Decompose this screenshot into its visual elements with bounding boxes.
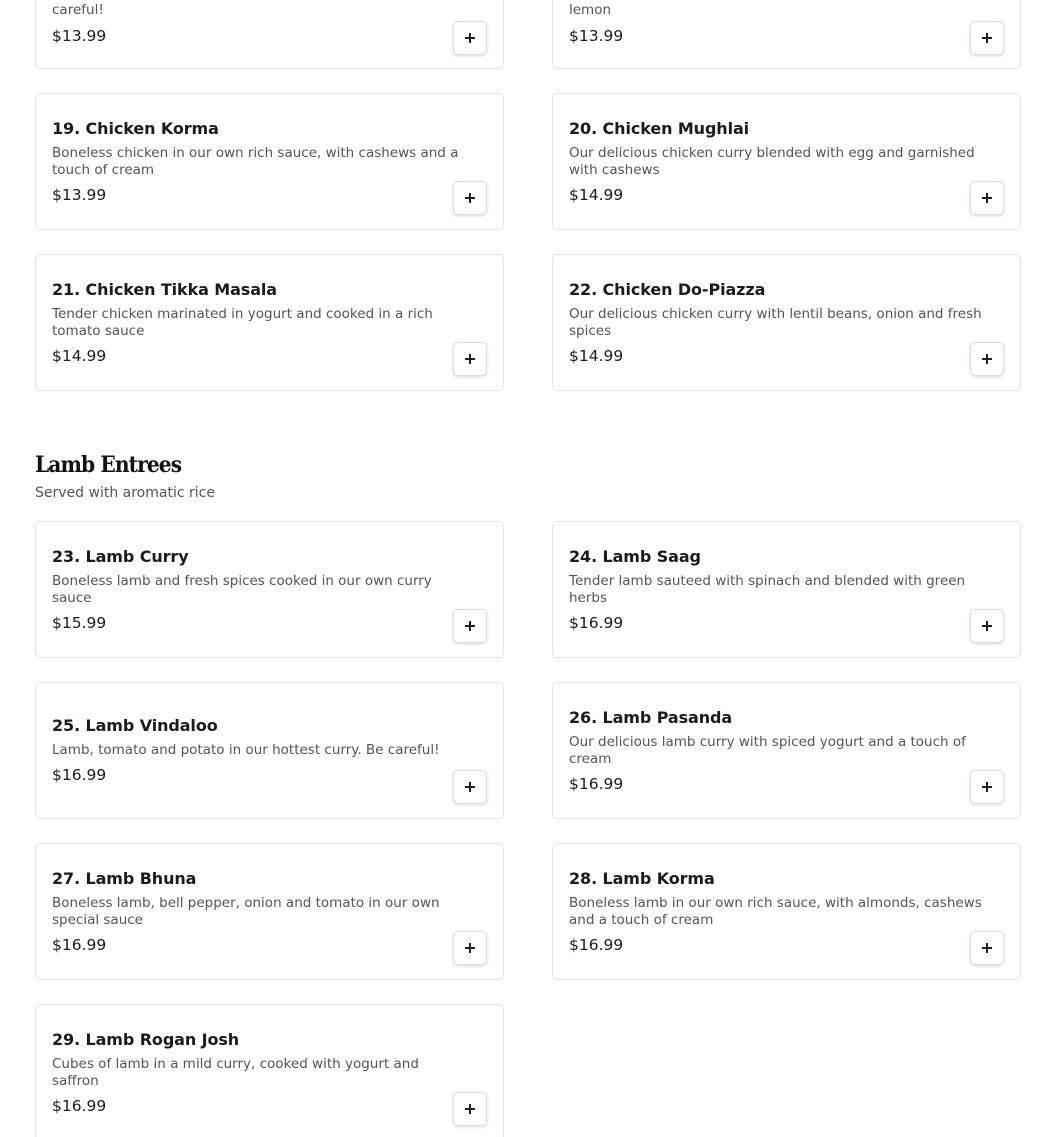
plus-icon: [465, 1104, 475, 1114]
item-description: Our delicious lamb curry with spiced yogurt and a touch of cream: [569, 734, 966, 767]
menu-item-card[interactable]: [552, 521, 1021, 658]
menu-item-card[interactable]: [35, 843, 504, 980]
item-price: $16.99: [569, 614, 624, 632]
menu-item-card[interactable]: [552, 843, 1021, 980]
item-description: careful!: [52, 2, 104, 18]
plus-icon: [465, 33, 475, 43]
item-price: $16.99: [52, 936, 107, 954]
add-item-button[interactable]: [453, 181, 487, 215]
item-title: 26. Lamb Pasanda: [569, 708, 733, 727]
plus-icon: [982, 33, 992, 43]
item-description: Boneless lamb and fresh spices cooked in our own curry sauce: [52, 573, 432, 606]
plus-icon: [982, 354, 992, 364]
item-title: 28. Lamb Korma: [569, 869, 715, 888]
item-price: $14.99: [569, 186, 624, 204]
add-item-button[interactable]: [970, 609, 1004, 643]
item-description: Boneless lamb, bell pepper, onion and tomato in our own special sauce: [52, 895, 440, 928]
item-price: $16.99: [569, 936, 624, 954]
item-title: 29. Lamb Rogan Josh: [52, 1030, 240, 1049]
item-price: $13.99: [52, 27, 107, 45]
add-item-button[interactable]: [453, 1092, 487, 1126]
item-price: $15.99: [52, 614, 107, 632]
item-price: $13.99: [52, 186, 107, 204]
section-subtitle: Served with aromatic rice: [35, 485, 215, 501]
item-price: $16.99: [52, 766, 107, 784]
item-price: $13.99: [569, 27, 624, 45]
menu-item-card[interactable]: [35, 0, 504, 69]
item-description: Lamb, tomato and potato in our hottest curry. Be careful!: [52, 742, 440, 758]
add-item-button[interactable]: [970, 931, 1004, 965]
item-description: Boneless chicken in our own rich sauce, with cashews and a touch of cream: [52, 145, 459, 178]
add-item-button[interactable]: [970, 342, 1004, 376]
plus-icon: [465, 943, 475, 953]
plus-icon: [465, 621, 475, 631]
item-price: $16.99: [52, 1097, 107, 1115]
plus-icon: [982, 193, 992, 203]
plus-icon: [465, 354, 475, 364]
item-description: Boneless lamb in our own rich sauce, with almonds, cashews and a touch of cream: [569, 895, 982, 928]
item-title: 27. Lamb Bhuna: [52, 869, 197, 888]
item-price: $16.99: [569, 775, 624, 793]
item-title: 24. Lamb Saag: [569, 547, 701, 566]
menu-item-card[interactable]: [35, 1004, 504, 1137]
item-title: 21. Chicken Tikka Masala: [52, 280, 278, 299]
menu-item-card[interactable]: [35, 521, 504, 658]
item-description: lemon: [569, 2, 612, 18]
menu-item-card[interactable]: [552, 0, 1021, 69]
item-description: Tender lamb sauteed with spinach and blended with green herbs: [569, 573, 966, 606]
menu-item-card[interactable]: [35, 254, 504, 391]
add-item-button[interactable]: [453, 931, 487, 965]
menu-item-card[interactable]: [552, 682, 1021, 819]
item-title: 25. Lamb Vindaloo: [52, 716, 218, 735]
menu-item-card[interactable]: [35, 93, 504, 230]
item-title: 19. Chicken Korma: [52, 119, 219, 138]
item-price: $14.99: [569, 347, 624, 365]
plus-icon: [982, 943, 992, 953]
item-description: Our delicious chicken curry blended with egg and garnished with cashews: [569, 145, 975, 178]
item-description: Cubes of lamb in a mild curry, cooked with yogurt and saffron: [52, 1056, 419, 1089]
add-item-button[interactable]: [970, 181, 1004, 215]
plus-icon: [982, 782, 992, 792]
item-title: 22. Chicken Do-Piazza: [569, 280, 766, 299]
plus-icon: [465, 193, 475, 203]
add-item-button[interactable]: [453, 609, 487, 643]
menu-item-card[interactable]: [35, 682, 504, 819]
menu-item-card[interactable]: [552, 254, 1021, 391]
plus-icon: [982, 621, 992, 631]
plus-icon: [465, 782, 475, 792]
add-item-button[interactable]: [970, 770, 1004, 804]
add-item-button[interactable]: [453, 770, 487, 804]
menu-item-card[interactable]: [552, 93, 1021, 230]
item-title: 20. Chicken Mughlai: [569, 119, 750, 138]
item-title: 23. Lamb Curry: [52, 547, 189, 566]
add-item-button[interactable]: [453, 342, 487, 376]
item-description: Tender chicken marinated in yogurt and cooked in a rich tomato sauce: [52, 306, 433, 339]
section-title: Lamb Entrees: [35, 452, 182, 478]
add-item-button[interactable]: [970, 21, 1004, 55]
item-description: Our delicious chicken curry with lentil beans, onion and fresh spices: [569, 306, 982, 339]
add-item-button[interactable]: [453, 21, 487, 55]
item-price: $14.99: [52, 347, 107, 365]
